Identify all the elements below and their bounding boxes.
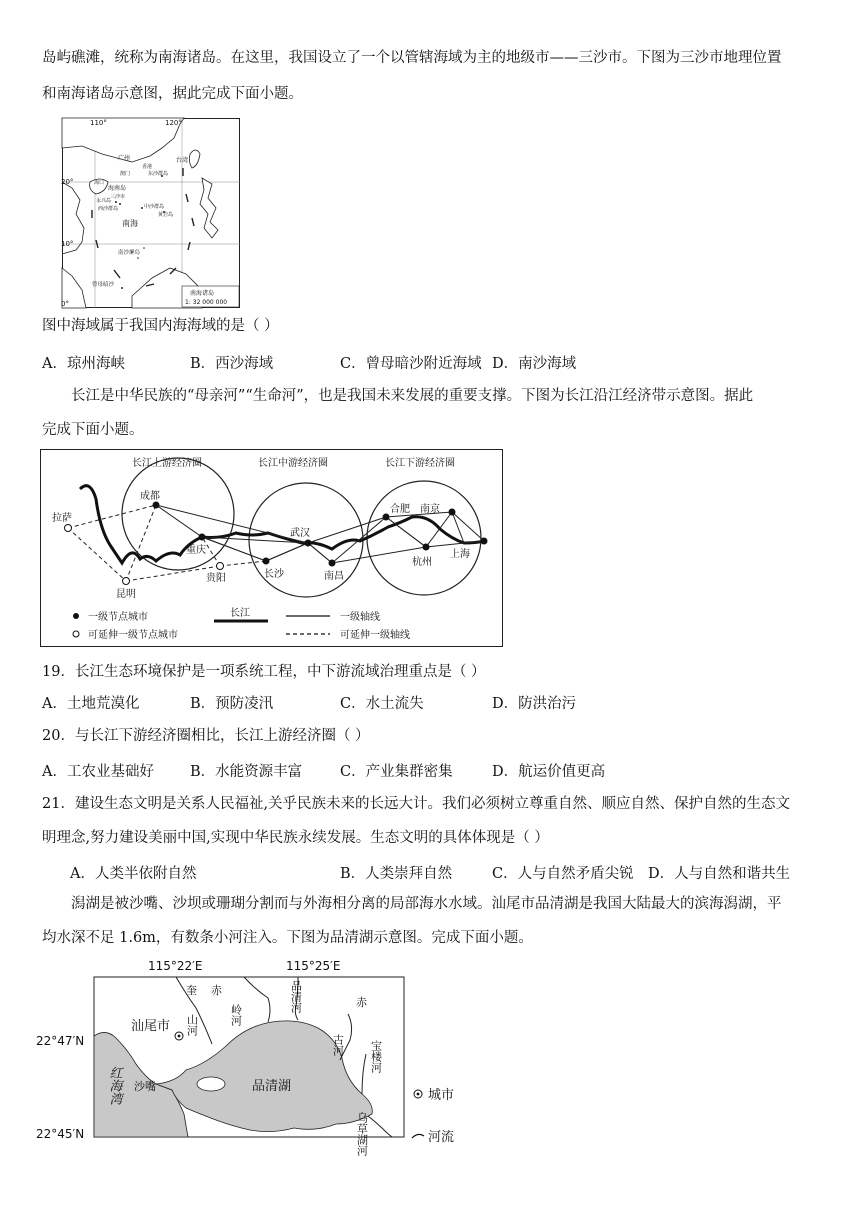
q19-option-b[interactable]: B．预防凌汛	[190, 696, 274, 712]
label-gu-he: 古河	[331, 1034, 345, 1056]
label-pinqing-he: 品清河	[289, 980, 303, 1013]
map3-lat-1: 22°47′N	[36, 1034, 85, 1048]
intro-line-2: 和南海诸岛示意图，据此完成下面小题。	[42, 86, 303, 102]
q18-option-d[interactable]: D．南沙海域	[492, 356, 577, 372]
q21-stem-line-1: 21．建设生态文明是关系人民福祉,关乎民族未来的长远大计。我们必须树立尊重自然、顺应自然、保护自然的生态文	[42, 796, 791, 812]
q18-option-c[interactable]: C．曾母暗沙附近海域	[340, 356, 482, 372]
q19-option-a[interactable]: A．土地荒漠化	[42, 696, 140, 712]
city-hefei: 合肥	[390, 504, 410, 515]
lagoon-intro-line-1: 潟湖是被沙嘴、沙坝或珊瑚分割而与外海相分离的局部海水水域。汕尾市品清湖是我国大陆最大的滨海潟湖，平	[71, 896, 782, 912]
label-kui-chi: 奎赤	[186, 984, 236, 997]
lagoon-intro-line-2: 均水深不足 1.6m，有数条小河注入。下图为品清湖示意图。完成下面小题。	[42, 930, 533, 946]
label-yongxing: 永兴岛	[96, 198, 112, 204]
q21-option-b[interactable]: B．人类崇拜自然	[340, 866, 453, 882]
city-wuhan: 武汉	[290, 528, 310, 539]
map1-lon-120: 120°	[165, 119, 182, 127]
legend-extend-node-label: 可延伸一级节点城市	[88, 630, 178, 641]
city-nanjing: 南京	[420, 504, 440, 515]
q18-option-b[interactable]: B．西沙海域	[190, 356, 274, 372]
legend-axis-label: 一级轴线	[340, 612, 380, 623]
label-shan-he: 山河	[185, 1014, 199, 1036]
label-hainan: 海南岛	[108, 185, 127, 192]
map1-lat-20: 20°	[61, 178, 74, 186]
label-baolou-he: 宝楼河	[369, 1040, 383, 1073]
map1-lat-10: 10°	[61, 240, 74, 248]
yangtze-intro-line-1: 长江是中华民族的“母亲河”“生命河”，也是我国未来发展的重要支撑。下图为长江沿江经济带示意图。据此	[71, 388, 754, 404]
label-guangzhou: 广州	[118, 155, 131, 162]
lagoon-islet	[197, 1077, 225, 1091]
label-xisha: 西沙群岛	[98, 206, 119, 212]
label-zengmu: 曾母暗沙	[92, 282, 115, 288]
city-kunming: 昆明	[116, 589, 136, 600]
q19-stem: 19．长江生态环境保护是一项系统工程，中下游流域治理重点是（ ）	[42, 664, 486, 680]
legend-node-symbol	[73, 613, 79, 619]
legend-extend-axis-label: 可延伸一级轴线	[340, 630, 410, 641]
q21-option-c[interactable]: C．人与自然矛盾尖锐	[492, 866, 634, 882]
city-guiyang: 贵阳	[206, 573, 226, 584]
map3-lon-2: 115°25′E	[286, 959, 341, 973]
label-dongsha: 东沙群岛	[148, 171, 169, 177]
city-chongqing: 重庆	[186, 545, 206, 556]
q20-option-a[interactable]: A．工农业基础好	[42, 764, 154, 780]
scale-text: 1: 32 000 000	[185, 299, 228, 306]
map1-lon-110: 110°	[90, 119, 107, 127]
label-ling-he: 岭河	[229, 1004, 243, 1026]
label-pinqing-lake: 品清湖	[252, 1079, 292, 1094]
city-hangzhou: 杭州	[412, 557, 432, 568]
label-lower-circle: 长江下游经济圈	[385, 458, 455, 469]
legend-extend-node-symbol	[73, 631, 79, 637]
pinqing-lagoon-map	[36, 954, 466, 1158]
q20-option-d[interactable]: D．航运价值更高	[492, 764, 606, 780]
legend-city-label: 城市	[428, 1088, 455, 1103]
label-shanwei-city: 汕尾市	[131, 1019, 171, 1034]
map3-lon-1: 115°22′E	[148, 959, 203, 973]
label-macao: 澳门	[120, 171, 131, 177]
label-spit: 沙嘴	[134, 1080, 156, 1093]
label-huangyan: 黄岩岛	[158, 212, 174, 218]
label-middle-circle: 长江中游经济圈	[258, 458, 328, 469]
q20-option-b[interactable]: B．水能资源丰富	[190, 764, 303, 780]
yangtze-intro-line-2: 完成下面小题。	[42, 422, 144, 438]
legend-node-label: 一级节点城市	[88, 612, 148, 623]
legend-river-label: 长江	[230, 608, 250, 619]
map1-lat-0: 0°	[61, 300, 69, 308]
label-nanhai: 南海	[122, 219, 138, 228]
city-shanghai: 上海	[450, 549, 470, 560]
q19-option-c[interactable]: C．水土流失	[340, 696, 424, 712]
south-china-sea-map	[62, 118, 240, 312]
label-zhongsha: 中沙群岛	[144, 204, 165, 210]
q20-option-c[interactable]: C．产业集群密集	[340, 764, 453, 780]
yangtze-economic-belt-map	[40, 449, 503, 651]
city-nanchang: 南昌	[324, 571, 344, 582]
q21-option-a[interactable]: A．人类半依附自然	[70, 866, 197, 882]
city-lasa: 拉萨	[52, 513, 72, 524]
label-taiwan: 台湾	[176, 157, 189, 164]
legend-river-label: 河流	[428, 1130, 455, 1145]
inset-label: 南海诸岛	[190, 290, 215, 297]
label-sansha: 三沙市	[110, 194, 126, 200]
legend-river-symbol	[412, 1134, 424, 1138]
q21-option-d[interactable]: D．人与自然和谐共生	[648, 866, 791, 882]
label-hongkong: 香港	[142, 164, 153, 170]
label-chi: 赤	[356, 996, 367, 1009]
label-honghai-bay: 红海湾	[106, 1066, 122, 1105]
q20-stem: 20．与长江下游经济圈相比，长江上游经济圈（ ）	[42, 728, 370, 744]
q19-option-d[interactable]: D．防洪治污	[492, 696, 577, 712]
intro-line-1: 岛屿礁滩，统称为南海诸岛。在这里，我国设立了一个以管辖海域为主的地级市——三沙市。下图为三沙市地理位置	[42, 50, 782, 66]
label-nansha: 南沙群岛	[118, 250, 141, 256]
label-wucaohu-he: 乌草湖河	[355, 1112, 369, 1156]
q18-stem: 图中海域属于我国内海海域的是（ ）	[42, 318, 279, 334]
label-haikou: 海口	[94, 180, 105, 186]
label-upper-circle: 长江上游经济圈	[132, 458, 202, 469]
q18-option-a[interactable]: A．琼州海峡	[42, 356, 125, 372]
city-changsha: 长沙	[264, 569, 284, 580]
map3-lat-2: 22°45′N	[36, 1127, 85, 1141]
city-chengdu: 成都	[140, 491, 160, 502]
q21-stem-line-2: 明理念,努力建设美丽中国,实现中华民族永续发展。生态文明的具体体现是（ ）	[42, 830, 549, 846]
